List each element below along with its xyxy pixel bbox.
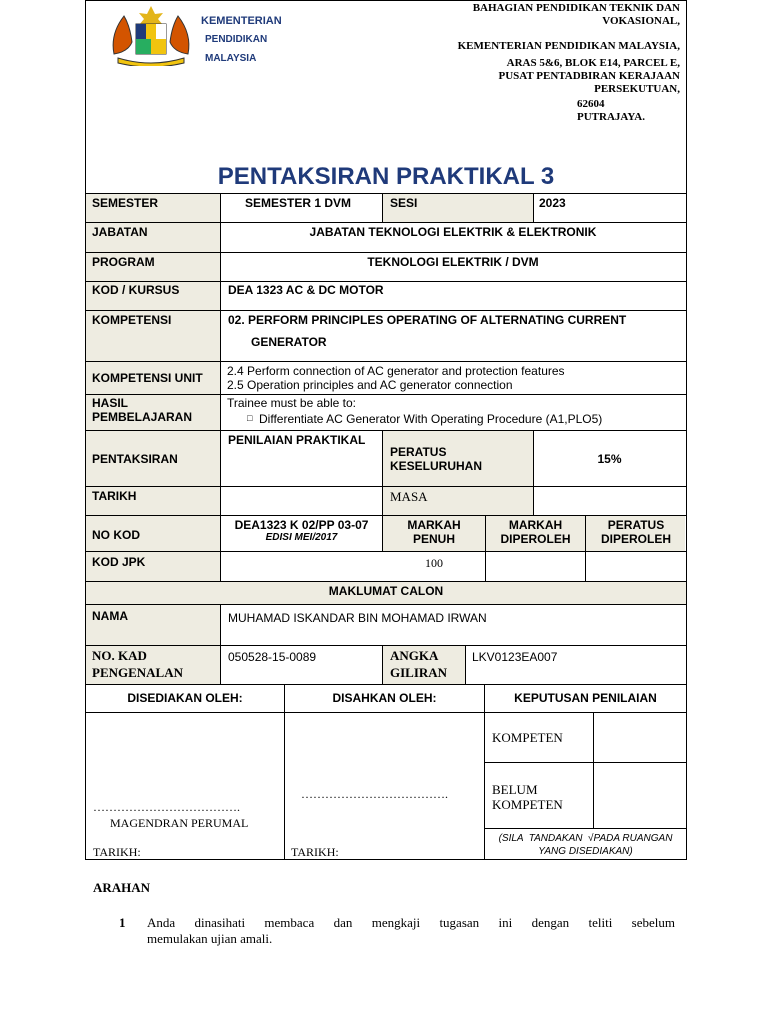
address-line: KEMENTERIAN PENDIDIKAN MALAYSIA, — [457, 40, 680, 52]
signature-dots-2: ………………………………. — [301, 787, 448, 801]
kompeten-checkbox[interactable] — [594, 713, 685, 762]
kod-jpk-label: KOD JPK — [92, 555, 146, 569]
markah-diperoleh-line: MARKAH — [508, 518, 563, 532]
peratus-diperoleh-header — [586, 518, 686, 546]
markah-diperoleh-header — [486, 518, 585, 546]
belum-label-1: BELUM — [492, 782, 538, 797]
hasil-line-2: Differentiate AC Generator With Operating Procedure (A1,PLO5) — [259, 412, 603, 426]
keputusan-header: KEPUTUSAN PENILAIAN — [514, 691, 657, 705]
checkbox-bullet-icon: □ — [247, 413, 253, 423]
address-postcode: 62604 — [577, 98, 605, 110]
kompetensi-unit-line-1: 2.4 Perform connection of AC generator and protection features — [227, 364, 565, 378]
kod-kursus-label: KOD / KURSUS — [92, 283, 180, 297]
address-line: PERSEKUTUAN, — [594, 83, 680, 95]
markah-penuh-line: PENUH — [412, 532, 455, 546]
peratus-diperoleh-line: DIPEROLEH — [600, 532, 671, 546]
masa-label: MASA — [390, 489, 428, 504]
nama-label: NAMA — [92, 609, 128, 623]
markah-diperoleh-line: DIPEROLEH — [500, 532, 571, 546]
logo-text-pendidikan: PENDIDIKAN — [205, 34, 268, 45]
penilaian-praktikal-label: PENILAIAN PRAKTIKAL — [228, 433, 366, 447]
angka-label-2: GILIRAN — [390, 665, 448, 680]
edisi-label: EDISI MEI/2017 — [265, 532, 338, 543]
sesi-value: 2023 — [539, 196, 566, 210]
tarikh-label-1: TARIKH: — [93, 845, 141, 859]
markah-penuh-value: 100 — [425, 556, 443, 570]
markah-penuh-header — [383, 518, 485, 546]
arahan-item-line-1: Anda dinasihati membaca dan mengkaji tugasan ini dengan teliti sebelum — [147, 915, 675, 930]
arahan-heading: ARAHAN — [93, 880, 151, 895]
program-label: PROGRAM — [92, 255, 155, 269]
kompetensi-line-1: 02. PERFORM PRINCIPLES OPERATING OF ALTERNATING CURRENT — [228, 313, 627, 327]
kad-label-2: PENGENALAN — [92, 665, 184, 680]
kad-label-1: NO. KAD — [92, 648, 147, 663]
address-block — [440, 2, 680, 96]
hasil-label-2: PEMBELAJARAN — [92, 410, 193, 424]
peratus-value: 15% — [597, 452, 622, 466]
address-line: ARAS 5&6, BLOK E14, PARCEL E, — [506, 57, 680, 69]
peratus-diperoleh-line: PERATUS — [607, 518, 665, 532]
kompetensi-unit-line-2: 2.5 Operation principles and AC generator connection — [227, 378, 513, 392]
markah-penuh-line: MARKAH — [407, 518, 461, 532]
nama-value: MUHAMAD ISKANDAR BIN MOHAMAD IRWAN — [228, 611, 487, 625]
semester-label: SEMESTER — [92, 196, 159, 210]
program-value: TEKNOLOGI ELEKTRIK / DVM — [367, 255, 539, 269]
kompetensi-unit-label: KOMPETENSI UNIT — [92, 371, 203, 385]
address-line: BAHAGIAN PENDIDIKAN TEKNIK DAN — [472, 2, 680, 14]
page-title: PENTAKSIRAN PRAKTIKAL 3 — [217, 163, 555, 190]
signature-dots-1: ………………………………. — [93, 800, 240, 814]
belum-label-2: KOMPETEN — [492, 797, 563, 812]
angka-value: LKV0123EA007 — [472, 650, 558, 664]
preparer-name: MAGENDRAN PERUMAL — [110, 816, 249, 830]
semester-value: SEMESTER 1 DVM — [245, 196, 352, 210]
logo-text-kementerian: KEMENTERIAN — [201, 15, 282, 27]
address-city: PUTRAJAYA. — [577, 111, 645, 123]
tarikh-label: TARIKH — [92, 489, 137, 503]
address-line: VOKASIONAL, — [602, 15, 680, 27]
peratus-label-2: KESELURUHAN — [390, 459, 483, 473]
belum-kompeten-checkbox[interactable] — [594, 763, 685, 828]
address-line: PUSAT PENTADBIRAN KERAJAAN — [498, 70, 680, 82]
no-kod-value: DEA1323 K 02/PP 03-07 — [234, 518, 369, 532]
logo-text-malaysia: MALAYSIA — [205, 53, 257, 64]
arahan-item-number: 1 — [119, 915, 126, 930]
maklumat-calon-header: MAKLUMAT CALON — [328, 584, 444, 598]
angka-label-1: ANGKA — [390, 648, 439, 663]
tick-note-line-2: YANG DISEDIAKAN) — [538, 846, 633, 857]
kad-value: 050528-15-0089 — [228, 650, 317, 664]
kompetensi-line-2: GENERATOR — [251, 335, 327, 349]
tick-note-line-1: (SILA TANDAKAN √PADA RUANGAN — [498, 833, 673, 844]
jabatan-value: JABATAN TEKNOLOGI ELEKTRIK & ELEKTRONIK — [309, 225, 597, 239]
disahkan-header: DISAHKAN OLEH: — [332, 691, 437, 705]
arahan-item-line-2: memulakan ujian amali. — [147, 931, 273, 946]
no-kod-label: NO KOD — [92, 528, 140, 542]
tarikh-label-2: TARIKH: — [291, 845, 339, 859]
kod-kursus-value: DEA 1323 AC & DC MOTOR — [228, 283, 384, 297]
ministry-crest — [108, 4, 194, 66]
sesi-label: SESI — [390, 196, 418, 210]
kompetensi-label: KOMPETENSI — [92, 313, 172, 327]
pentaksiran-label: PENTAKSIRAN — [92, 452, 178, 466]
disediakan-header: DISEDIAKAN OLEH: — [127, 691, 243, 705]
kompeten-label: KOMPETEN — [492, 730, 563, 745]
peratus-label-1: PERATUS — [390, 445, 447, 459]
hasil-line-1: Trainee must be able to: — [227, 396, 356, 410]
jabatan-label: JABATAN — [92, 225, 148, 239]
hasil-label-1: HASIL — [92, 396, 128, 410]
